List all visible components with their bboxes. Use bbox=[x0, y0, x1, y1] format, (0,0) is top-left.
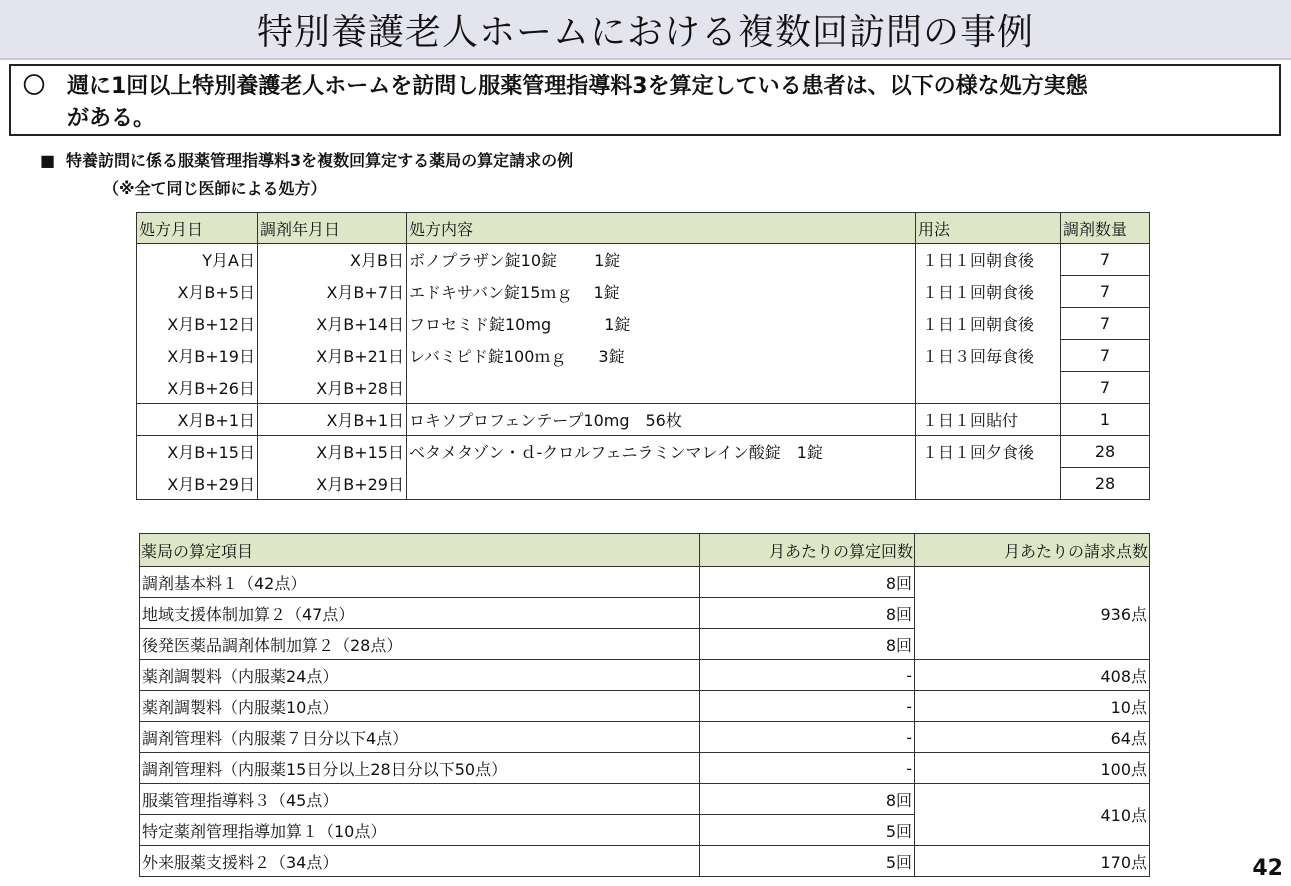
qty-cell: 7 bbox=[1061, 340, 1150, 372]
usage-cell: １日３回毎食後 bbox=[916, 340, 1061, 372]
table-row bbox=[137, 276, 1150, 308]
fee-count-cell: - bbox=[700, 660, 915, 691]
presc-date-cell: X月B+12日 bbox=[137, 308, 258, 340]
disp-date-cell: X月B日 bbox=[258, 244, 407, 276]
header-usage: 用法 bbox=[916, 213, 1061, 244]
disp-date-cell: X月B+15日 bbox=[258, 436, 407, 468]
table-row bbox=[140, 753, 1150, 784]
fee-count-cell: - bbox=[700, 691, 915, 722]
usage-cell: １日１回貼付 bbox=[916, 404, 1061, 436]
qty-cell: 7 bbox=[1061, 276, 1150, 308]
usage-cell: １日１回朝食後 bbox=[916, 308, 1061, 340]
presc-date-cell: Y月A日 bbox=[137, 244, 258, 276]
summary-text-1: 週に1回以上特別養護老人ホームを訪問し服薬管理指導料3を算定している患者は、以下の様な処方実態 bbox=[67, 74, 1088, 99]
header-content: 処方内容 bbox=[407, 213, 916, 244]
disp-date-cell: X月B+1日 bbox=[258, 404, 407, 436]
table-row bbox=[140, 691, 1150, 722]
page-number: 42 bbox=[1252, 856, 1283, 881]
content-cell bbox=[407, 372, 916, 404]
table-row bbox=[137, 404, 1150, 436]
table-row bbox=[140, 722, 1150, 753]
content-cell: ボノプラザン錠10錠 1錠 bbox=[407, 244, 916, 276]
fee-item-cell: 薬剤調製料（内服薬24点） bbox=[140, 660, 700, 691]
content-cell bbox=[407, 468, 916, 500]
qty-cell: 7 bbox=[1061, 308, 1150, 340]
fee-count-cell: 5回 bbox=[700, 846, 915, 877]
usage-cell: １日１回朝食後 bbox=[916, 276, 1061, 308]
usage-cell bbox=[916, 468, 1061, 500]
fee-count-cell: 8回 bbox=[700, 598, 915, 629]
fee-item-cell: 後発医薬品調剤体制加算２（28点） bbox=[140, 629, 700, 660]
header-qty: 調剤数量 bbox=[1061, 213, 1150, 244]
section-note: （※全て同じ医師による処方） bbox=[103, 179, 327, 198]
table-row bbox=[137, 468, 1150, 500]
presc-date-cell: X月B+29日 bbox=[137, 468, 258, 500]
fee-count-cell: 5回 bbox=[700, 815, 915, 846]
disp-date-cell: X月B+21日 bbox=[258, 340, 407, 372]
disp-date-cell: X月B+29日 bbox=[258, 468, 407, 500]
qty-cell: 28 bbox=[1061, 436, 1150, 468]
fee-item-cell: 外来服薬支援料２（34点） bbox=[140, 846, 700, 877]
header-points: 月あたりの請求点数 bbox=[915, 534, 1150, 567]
fee-points-cell: 10点 bbox=[915, 691, 1150, 722]
usage-cell bbox=[916, 372, 1061, 404]
usage-cell: １日１回朝食後 bbox=[916, 244, 1061, 276]
header-disp-date: 調剤年月日 bbox=[258, 213, 407, 244]
presc-date-cell: X月B+5日 bbox=[137, 276, 258, 308]
circle-bullet-icon: 〇 bbox=[23, 74, 46, 99]
table-row bbox=[140, 784, 1150, 815]
content-cell: レバミピド錠100ｍｇ 3錠 bbox=[407, 340, 916, 372]
qty-cell: 7 bbox=[1061, 244, 1150, 276]
header-item: 薬局の算定項目 bbox=[140, 534, 700, 567]
fee-count-cell: 8回 bbox=[700, 629, 915, 660]
content-cell: ロキソプロフェンテープ10mg 56枚 bbox=[407, 404, 916, 436]
fee-item-cell: 服薬管理指導料３（45点） bbox=[140, 784, 700, 815]
summary-text-2: がある。 bbox=[67, 106, 156, 131]
content-cell: ベタメタゾン・ｄ-クロルフェニラミンマレイン酸錠 1錠 bbox=[407, 436, 916, 468]
fee-header-row bbox=[140, 534, 1150, 567]
fee-count-cell: 8回 bbox=[700, 784, 915, 815]
qty-cell: 7 bbox=[1061, 372, 1150, 404]
disp-date-cell: X月B+28日 bbox=[258, 372, 407, 404]
table-row bbox=[137, 372, 1150, 404]
fee-table bbox=[139, 533, 1150, 877]
fee-item-cell: 調剤管理料（内服薬15日分以上28日分以下50点） bbox=[140, 753, 700, 784]
content-cell: エドキサバン錠15ｍｇ 1錠 bbox=[407, 276, 916, 308]
table-row bbox=[137, 308, 1150, 340]
presc-date-cell: X月B+26日 bbox=[137, 372, 258, 404]
fee-points-cell: 936点 bbox=[915, 567, 1150, 660]
fee-item-cell: 調剤基本料１（42点） bbox=[140, 567, 700, 598]
fee-item-cell: 地域支援体制加算２（47点） bbox=[140, 598, 700, 629]
prescription-table bbox=[136, 212, 1150, 500]
fee-item-cell: 特定薬剤管理指導加算１（10点） bbox=[140, 815, 700, 846]
fee-points-cell: 408点 bbox=[915, 660, 1150, 691]
table-row bbox=[140, 846, 1150, 877]
table-row bbox=[140, 660, 1150, 691]
table-row bbox=[137, 340, 1150, 372]
disp-date-cell: X月B+7日 bbox=[258, 276, 407, 308]
disp-date-cell: X月B+14日 bbox=[258, 308, 407, 340]
fee-points-cell: 410点 bbox=[915, 784, 1150, 846]
page-title: 特別養護老人ホームにおける複数回訪問の事例 bbox=[256, 11, 1034, 53]
square-bullet-icon: ■ bbox=[40, 151, 56, 170]
fee-points-cell: 100点 bbox=[915, 753, 1150, 784]
title-bar bbox=[0, 0, 1291, 60]
fee-item-cell: 薬剤調製料（内服薬10点） bbox=[140, 691, 700, 722]
presc-date-cell: X月B+1日 bbox=[137, 404, 258, 436]
fee-points-cell: 64点 bbox=[915, 722, 1150, 753]
fee-item-cell: 調剤管理料（内服薬７日分以下4点） bbox=[140, 722, 700, 753]
fee-count-cell: 8回 bbox=[700, 567, 915, 598]
fee-points-cell: 170点 bbox=[915, 846, 1150, 877]
section-heading-text: 特養訪問に係る服薬管理指導料3を複数回算定する薬局の算定請求の例 bbox=[66, 151, 574, 170]
section-heading bbox=[40, 148, 573, 171]
fee-count-cell: - bbox=[700, 753, 915, 784]
summary-box bbox=[9, 64, 1281, 136]
qty-cell: 28 bbox=[1061, 468, 1150, 500]
table-row bbox=[137, 436, 1150, 468]
qty-cell: 1 bbox=[1061, 404, 1150, 436]
presc-date-cell: X月B+19日 bbox=[137, 340, 258, 372]
fee-count-cell: - bbox=[700, 722, 915, 753]
summary-line-1 bbox=[23, 71, 1269, 103]
header-count: 月あたりの算定回数 bbox=[700, 534, 915, 567]
table-row bbox=[140, 567, 1150, 598]
presc-date-cell: X月B+15日 bbox=[137, 436, 258, 468]
usage-cell: １日１回夕食後 bbox=[916, 436, 1061, 468]
content-cell: フロセミド錠10mg 1錠 bbox=[407, 308, 916, 340]
header-presc-date: 処方月日 bbox=[137, 213, 258, 244]
table-row bbox=[137, 244, 1150, 276]
prescription-header-row bbox=[137, 213, 1150, 244]
